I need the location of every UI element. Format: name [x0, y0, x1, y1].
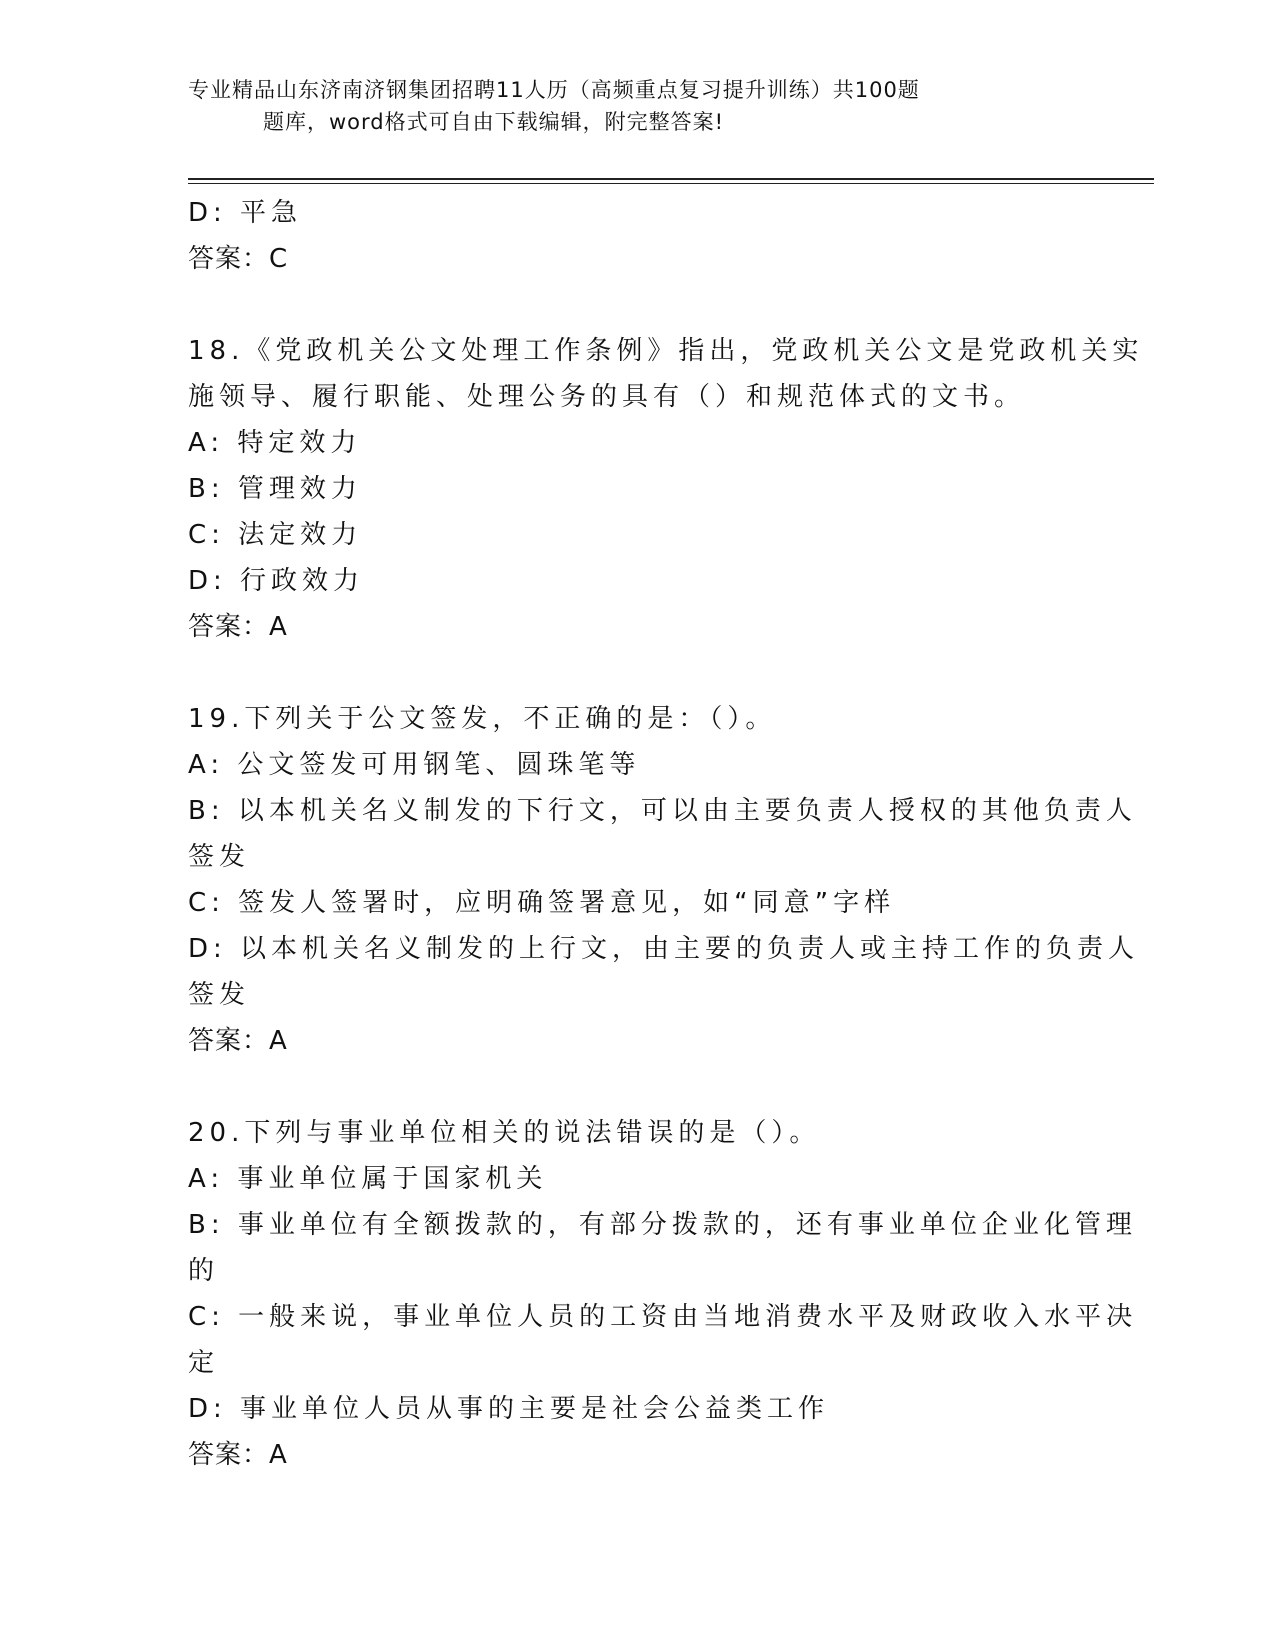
option-a: A: 公文签发可用钢笔、圆珠笔等 — [188, 750, 641, 780]
option-b-continuation: 签发 — [188, 842, 251, 872]
option-d: D: 平急 — [188, 198, 303, 228]
question-stem: 18.《党政机关公文处理工作条例》指出，党政机关公文是党政机关实 — [188, 336, 1144, 366]
question-stem: 施领导、履行职能、处理公务的具有（）和规范体式的文书。 — [188, 382, 1026, 412]
spacer — [188, 650, 1088, 696]
question-19 — [188, 696, 1140, 1064]
header-title-line-1: 专业精品山东济南济钢集团招聘11人历（高频重点复习提升训练）共100题 — [188, 78, 920, 102]
spacer — [188, 282, 1088, 328]
answer-line: 答案：C — [188, 244, 289, 274]
header-divider-thick — [188, 178, 1154, 180]
option-c: C: 一般来说，事业单位人员的工资由当地消费水平及财政收入水平决 — [188, 1302, 1138, 1332]
answer-line: 答案：A — [188, 1440, 288, 1470]
question-stem: 20.下列与事业单位相关的说法错误的是（）。 — [188, 1118, 821, 1148]
question-20 — [188, 1110, 1138, 1478]
previous-question-tail — [188, 190, 1088, 282]
option-c-continuation: 定 — [188, 1348, 220, 1378]
page-header — [188, 74, 1048, 138]
option-d-continuation: 签发 — [188, 980, 251, 1010]
answer-line: 答案：A — [188, 612, 288, 642]
question-stem: 19.下列关于公文签发，不正确的是：（）。 — [188, 704, 777, 734]
option-d: D: 以本机关名义制发的上行文，由主要的负责人或主持工作的负责人 — [188, 934, 1140, 964]
option-d: D: 事业单位人员从事的主要是社会公益类工作 — [188, 1394, 830, 1424]
question-18 — [188, 328, 1144, 650]
answer-line: 答案：A — [188, 1026, 288, 1056]
spacer — [188, 1064, 1088, 1110]
option-c: C: 法定效力 — [188, 520, 363, 550]
header-title-line-2: 题库，word格式可自由下载编辑，附完整答案! — [263, 110, 725, 134]
header-divider-thin — [188, 183, 1154, 184]
option-b: B: 管理效力 — [188, 474, 362, 504]
option-a: A: 特定效力 — [188, 428, 362, 458]
option-d: D: 行政效力 — [188, 566, 365, 596]
option-b: B: 事业单位有全额拨款的，有部分拨款的，还有事业单位企业化管理 — [188, 1210, 1137, 1240]
option-c: C: 签发人签署时，应明确签署意见，如“同意”字样 — [188, 888, 896, 918]
option-a: A: 事业单位属于国家机关 — [188, 1164, 548, 1194]
option-b-continuation: 的 — [188, 1256, 220, 1286]
question-content — [188, 190, 1144, 1478]
option-b: B: 以本机关名义制发的下行文，可以由主要负责人授权的其他负责人 — [188, 796, 1137, 826]
